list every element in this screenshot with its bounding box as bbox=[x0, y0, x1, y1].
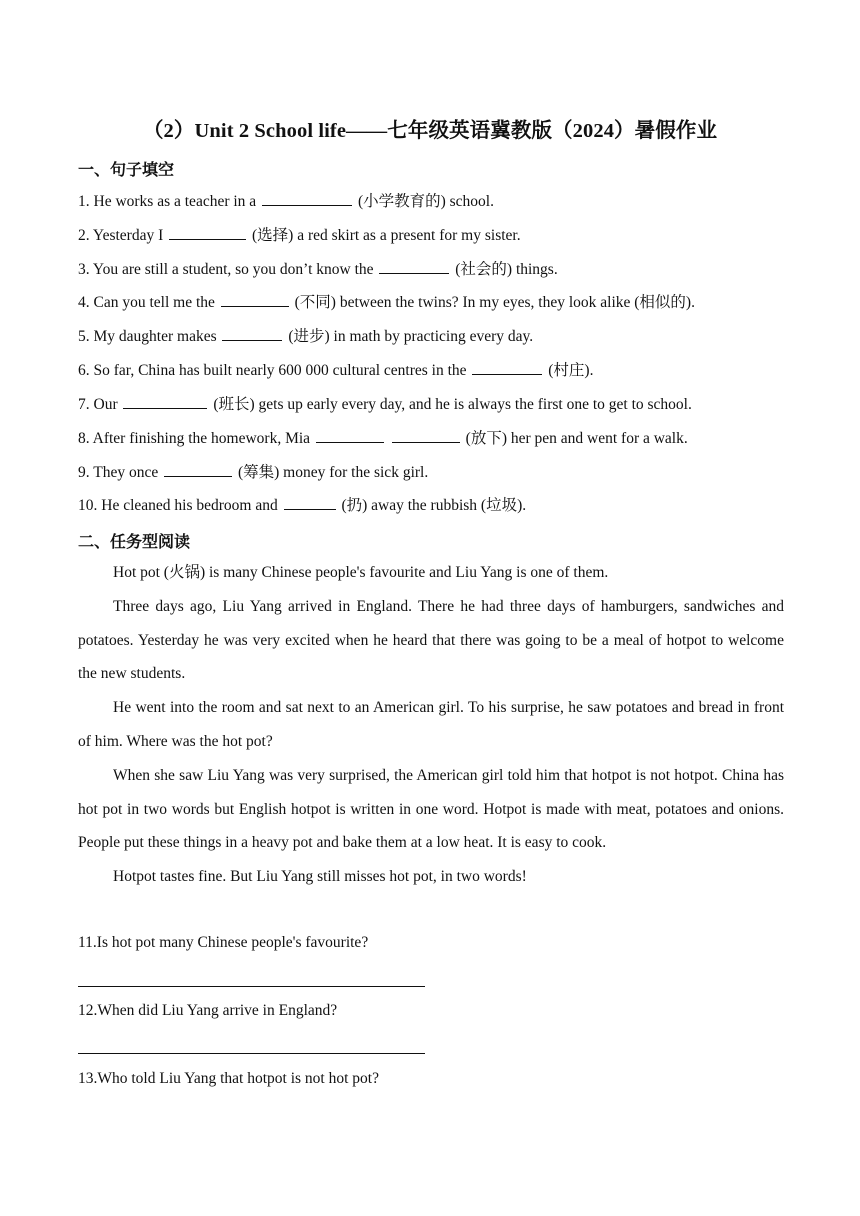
page-title: （2）Unit 2 School life——七年级英语冀教版（2024）暑假作业 bbox=[142, 120, 718, 142]
fill-item-2 bbox=[78, 225, 521, 246]
passage-paragraph: Three days ago, Liu Yang arrived in England. There he had three days of hamburgers, sandwiches and potatoes. Yesterday he was very excited when he heard that there was going to be a meal of hotpot to welcome the new students. bbox=[78, 597, 784, 683]
fill-item-hint: (小学教育的) school. bbox=[357, 193, 494, 210]
fill-item-7 bbox=[78, 394, 692, 415]
fill-item-text: 2. Yesterday I bbox=[78, 227, 164, 244]
fill-blank[interactable] bbox=[284, 495, 336, 510]
fill-item-text: 9. They once bbox=[78, 464, 159, 481]
fill-blank[interactable] bbox=[222, 326, 282, 341]
fill-item-text: 4. Can you tell me the bbox=[78, 294, 215, 311]
fill-item-text: 6. So far, China has built nearly 600 000 cultural centres in the bbox=[78, 362, 467, 379]
section-heading-task-reading: 二、任务型阅读 bbox=[78, 532, 191, 551]
fill-item-9 bbox=[78, 462, 428, 483]
fill-item-hint: (扔) away the rubbish (垃圾). bbox=[341, 497, 527, 514]
fill-item-8 bbox=[78, 428, 688, 449]
fill-item-text: 1. He works as a teacher in a bbox=[78, 193, 257, 210]
fill-item-hint: (进步) in math by practicing every day. bbox=[288, 328, 534, 345]
fill-item-3 bbox=[78, 259, 558, 280]
question-13: 13.Who told Liu Yang that hotpot is not hot pot? bbox=[78, 1070, 379, 1087]
fill-blank[interactable] bbox=[169, 225, 246, 240]
fill-blank[interactable] bbox=[392, 428, 460, 443]
fill-item-text: 5. My daughter makes bbox=[78, 328, 217, 345]
passage-paragraph: When she saw Liu Yang was very surprised, the American girl told him that hotpot is not hotpot. China has hot pot in two words but English hotpot is written in one word. Hotpot is made with meat, potatoes and onions. People put these things in a heavy pot and bake them at a low heat. It is easy to cook. bbox=[78, 766, 784, 852]
fill-item-10 bbox=[78, 495, 526, 516]
fill-item-hint: (村庄). bbox=[548, 362, 594, 379]
fill-blank[interactable] bbox=[221, 292, 289, 307]
fill-blank[interactable] bbox=[164, 462, 232, 477]
fill-item-hint: (选择) a red skirt as a present for my sister. bbox=[252, 227, 521, 244]
fill-item-hint: (班长) gets up early every day, and he is always the first one to get to school. bbox=[213, 396, 692, 413]
fill-item-hint: (筹集) money for the sick girl. bbox=[237, 464, 429, 481]
fill-item-5 bbox=[78, 326, 533, 347]
fill-blank[interactable] bbox=[316, 428, 384, 443]
fill-item-text: 3. You are still a student, so you don’t know the bbox=[78, 261, 374, 278]
answer-line[interactable] bbox=[78, 986, 425, 987]
question-11: 11.Is hot pot many Chinese people's favourite? bbox=[78, 934, 369, 951]
fill-item-text: 7. Our bbox=[78, 396, 118, 413]
fill-blank[interactable] bbox=[123, 394, 207, 409]
passage-paragraph: Hot pot (火锅) is many Chinese people's favourite and Liu Yang is one of them. bbox=[113, 564, 609, 581]
reading-passage bbox=[78, 556, 784, 894]
fill-blank[interactable] bbox=[262, 191, 352, 206]
passage-paragraph: Hotpot tastes fine. But Liu Yang still misses hot pot, in two words! bbox=[113, 868, 527, 886]
fill-item-hint: (不同) between the twins? In my eyes, they look alike (相似的). bbox=[294, 294, 695, 311]
passage-paragraph: He went into the room and sat next to an American girl. To his surprise, he saw potatoes and bread in front of him. Where was the hot pot? bbox=[78, 699, 784, 750]
fill-item-text: 8. After finishing the homework, Mia bbox=[78, 430, 311, 447]
fill-item-4 bbox=[78, 292, 695, 313]
fill-item-1 bbox=[78, 191, 494, 212]
fill-blank[interactable] bbox=[379, 259, 449, 274]
section-heading-sentence-fill: 一、句子填空 bbox=[78, 160, 175, 179]
fill-blank[interactable] bbox=[472, 360, 542, 375]
fill-item-text: 10. He cleaned his bedroom and bbox=[78, 497, 278, 514]
answer-line[interactable] bbox=[78, 1053, 425, 1054]
question-12: 12.When did Liu Yang arrive in England? bbox=[78, 1002, 338, 1019]
fill-item-hint: (放下) her pen and went for a walk. bbox=[465, 430, 688, 447]
fill-item-hint: (社会的) things. bbox=[455, 261, 558, 278]
fill-item-6 bbox=[78, 360, 593, 381]
